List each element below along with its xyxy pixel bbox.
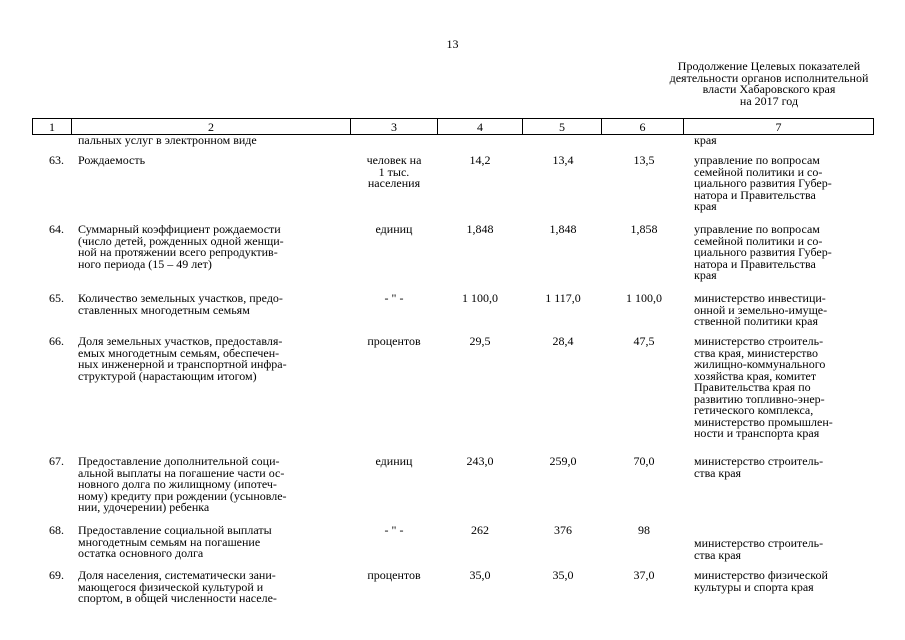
unit-of-measure [352,293,436,305]
text-line: жилищно-коммунального [694,357,826,371]
text-line: министерство инвестици- [694,291,826,305]
text-line: Доля земельных участков, предоставля- [78,334,283,348]
text-line: структурой (нарастающим итогом) [78,368,257,383]
responsible-body [694,224,874,282]
text-line: Рождаемость [78,153,146,167]
header-col-5: 5 [523,119,602,135]
row-number: 63. [49,153,64,167]
carryover-indicator-name: пальных услуг в электронном виде [78,133,257,147]
header-col-1: 1 [33,119,72,135]
text-line: Количество земельных участков, предо- [78,291,283,305]
indicator-name [78,336,350,382]
row-number: 66. [49,334,64,348]
text-line: мающегося физической культурой и [78,579,264,594]
value-col-5: 259,0 [549,454,577,468]
text-line: министерство строитель- [694,334,824,348]
text-line: ного периода (15 – 49 лет) [78,256,212,271]
text-line: хозяйства края, комитет [694,368,817,383]
continuation-title [640,61,898,107]
header-col-7: 7 [684,119,874,135]
text-line: процентов [367,334,421,348]
text-line: управление по вопросам [694,222,820,236]
text-line: развитию топливно-энер- [694,391,825,406]
text-line: онной и земельно-имуще- [694,302,828,317]
text-line: Правительства края по [694,380,811,394]
text-line: емых многодетным семьям, обеспечен- [78,345,280,360]
text-line: семейной политики и со- [694,164,823,179]
value-col-6: 47,5 [633,334,655,348]
text-line: министерство строитель- [694,536,824,550]
text-line: министерство строитель- [694,454,824,468]
text-line: края [694,199,717,213]
text-line: новного долга по жилищному (ипотеч- [78,477,277,491]
text-line: 1 тыс. [378,164,410,179]
text-line: многодетным семьям на погашение [78,534,261,549]
value-col-4: 29,5 [469,334,491,348]
text-line: ности и транспорта края [694,426,820,440]
responsible-body [694,570,874,593]
indicator-name [78,293,350,316]
indicator-name [78,155,350,167]
indicator-name [78,525,350,560]
header-col-4: 4 [438,119,523,135]
text-line: Доля населения, систематически зани- [78,568,276,582]
value-col-5: 376 [554,523,572,537]
text-line: Предоставление социальной выплаты [78,523,272,537]
text-line: ства края [694,547,742,562]
value-col-4: 1,848 [466,222,494,236]
text-line: ства края, министерство [694,345,818,360]
text-line: края [694,268,717,282]
text-line: нии, удочерении) ребенка [78,500,210,514]
value-col-4: 1 100,0 [462,291,498,305]
value-col-5: 13,4 [552,153,574,167]
text-line: процентов [367,568,421,582]
text-line: гетического комплекса, [694,403,814,417]
text-line: - " - [384,523,404,537]
text-line: циального развития Губер- [694,245,832,259]
unit-of-measure [352,525,436,537]
text-line: ных инженерной и транспортной инфра- [78,357,287,371]
row-number: 65. [49,291,64,305]
value-col-4: 262 [471,523,489,537]
text-line: Суммарный коэффициент рождаемости [78,222,281,236]
unit-of-measure [352,155,436,190]
value-col-6: 70,0 [633,454,655,468]
value-col-4: 14,2 [469,153,491,167]
responsible-body [694,155,874,213]
text-line: министерство промышлен- [694,414,833,429]
indicator-name [78,456,350,514]
text-line: семейной политики и со- [694,233,823,248]
continuation-line: деятельности органов исполнительной [669,70,869,85]
value-col-6: 98 [638,523,650,537]
value-col-5: 1,848 [549,222,577,236]
text-line: спортом, в общей численности населе- [78,591,277,605]
text-line: альной выплаты на погашение части ос- [78,465,285,480]
text-line: населения [367,176,421,190]
text-line: - " - [384,291,404,305]
text-line: ства края [694,465,742,480]
row-number: 64. [49,222,64,236]
continuation-line: на 2017 год [739,93,799,108]
continuation-line: власти Хабаровского края [702,82,836,96]
header-col-6: 6 [602,119,684,135]
value-col-6: 37,0 [633,568,655,582]
text-line: культуры и спорта края [694,579,814,594]
responsible-body [694,538,874,561]
carryover-responsible: края [694,133,717,147]
value-col-5: 28,4 [552,334,574,348]
value-col-4: 35,0 [469,568,491,582]
text-line: натора и Правительства [694,256,816,271]
row-number: 69. [49,568,64,582]
header-col-2: 2 [72,119,351,135]
text-line: управление по вопросам [694,153,820,167]
header-col-3: 3 [351,119,438,135]
text-line: министерство физической [694,568,828,582]
text-line: натора и Правительства [694,187,816,202]
responsible-body [694,456,874,479]
text-line: циального развития Губер- [694,176,832,190]
text-line: ственной политики края [694,314,819,328]
text-line: Предоставление дополнительной соци- [78,454,280,468]
unit-of-measure [352,336,436,348]
text-line: единиц [375,222,413,236]
text-line: единиц [375,454,413,468]
text-line: человек на [366,153,422,167]
text-line: остатка основного долга [78,546,204,560]
row-number: 68. [49,523,64,537]
row-number: 67. [49,454,64,468]
continuation-line: Продолжение Целевых показателей [677,59,861,73]
value-col-4: 243,0 [466,454,494,468]
value-col-6: 13,5 [633,153,655,167]
text-line: ставленных многодетным семьям [78,302,250,317]
value-col-5: 1 117,0 [545,291,581,305]
unit-of-measure [352,570,436,582]
responsible-body [694,293,874,328]
text-line: ному) кредиту при рождении (усыновле- [78,488,287,503]
text-line: (число детей, рожденных одной женщи- [78,233,284,248]
value-col-6: 1,858 [630,222,658,236]
responsible-body [694,336,874,440]
value-col-6: 1 100,0 [626,291,662,305]
unit-of-measure [352,456,436,468]
indicator-name [78,224,350,270]
indicator-name [78,570,350,605]
text-line: ной на протяжении всего репродуктив- [78,245,278,259]
unit-of-measure [352,224,436,236]
value-col-5: 35,0 [552,568,574,582]
page-number: 13 [446,37,459,51]
